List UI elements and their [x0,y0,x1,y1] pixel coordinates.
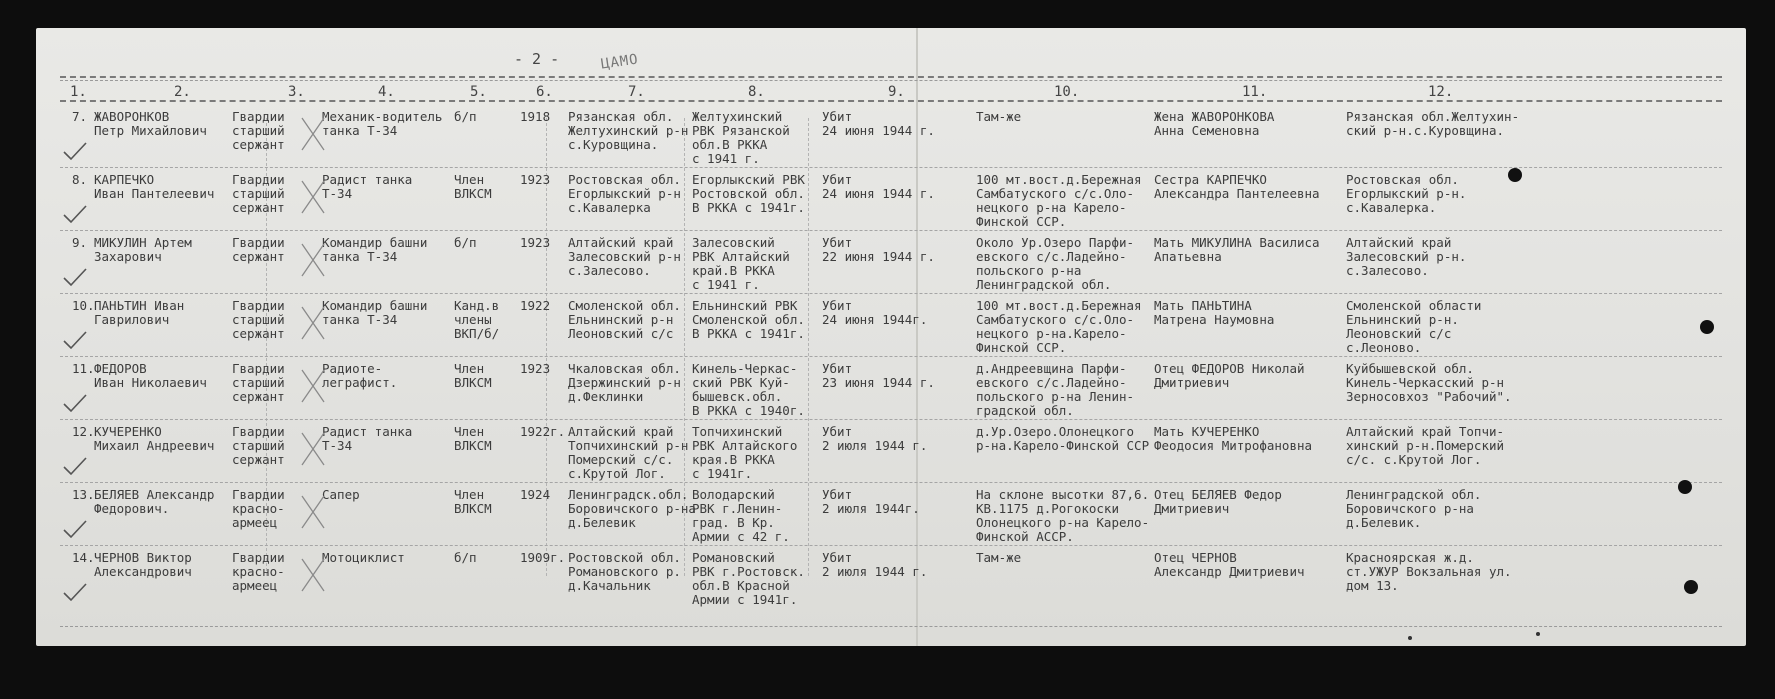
cell-row-number: 10. [72,298,95,313]
cell-date-of-death: Убит 23 июня 1944 г. [822,361,935,390]
cell-party-membership: б/п [454,550,477,565]
pencil-scribble-icon [298,429,328,469]
cell-kin-address: Ленинградской обл. Боровичского р-на д.Белевик. [1346,487,1482,530]
cell-burial-place: Там-же [976,109,1022,124]
footer-rule [60,626,1722,627]
cell-date-of-death: Убит 22 июня 1944 г. [822,235,935,264]
page-number: - 2 - [514,50,560,68]
column-number-10: 10. [1054,84,1080,100]
cell-kin-address: Куйбышевской обл. Кинель-Черкасский р-н Зерносовхоз "Рабочий". [1346,361,1512,404]
row-separator [60,482,1722,483]
table-row [36,482,1746,545]
cell-rank: Гвардии старший сержант [232,298,285,341]
cell-full-name: МИКУЛИН Артем Захарович [94,235,192,264]
cell-rank: Гвардии красно- армеец [232,550,285,593]
cell-position: Командир башни танка Т-34 [322,235,428,264]
paper-speck [1408,636,1412,640]
cell-next-of-kin: Сестра КАРПЕЧКО Александра Пантелеевна [1154,172,1320,201]
cell-draft-office: Романовский РВК г.Ростовск. обл.В Красной Армии с 1941г. [692,550,805,607]
cell-burial-place: 100 мт.вост.д.Бережная Самбатуского с/с.Оло- нецкого р-на.Карело- Финской ССР. [976,298,1142,355]
cell-kin-address: Красноярская ж.д. ст.УЖУР Вокзальная ул. дом 13. [1346,550,1512,593]
cell-next-of-kin: Мать МИКУЛИНА Василиса Апатьевна [1154,235,1320,264]
cell-next-of-kin: Мать КУЧЕРЕНКО Феодосия Митрофановна [1154,424,1313,453]
cell-birthplace: Смоленской обл. Ельнинский р-н Леоновский с/с [568,298,681,341]
cell-row-number: 7. [72,109,88,124]
pencil-scribble-icon [298,492,328,532]
cell-rank: Гвардии старший сержант [232,424,285,467]
cell-next-of-kin: Отец БЕЛЯЕВ Федор Дмитриевич [1154,487,1282,516]
column-number-4: 4. [378,84,395,100]
check-mark-icon [62,140,88,162]
cell-burial-place: д.Андреевщина Парфи- евского с/с.Ладейно- польского р-на Ленин- градской обл. [976,361,1135,418]
cell-row-number: 14. [72,550,95,565]
cell-birthplace: Алтайский край Топчихинский р-н Померский с/с. с.Крутой Лог. [568,424,689,481]
column-number-1: 1. [70,84,87,100]
cell-birth-year: 1924 [520,487,551,502]
pencil-scribble-icon [298,303,328,343]
cell-draft-office: Кинель-Черкас- ский РВК Куй- бышевск.обл. В РККА с 1940г. [692,361,805,418]
cell-position: Радист танка Т-34 [322,424,413,453]
check-mark-icon [62,581,88,603]
cell-position: Радиоте- леграфист. [322,361,398,390]
cell-row-number: 12. [72,424,95,439]
pencil-scribble-icon [298,177,328,217]
cell-birth-year: 1923 [520,361,551,376]
cell-rank: Гвардии старший сержант [232,361,285,404]
cell-draft-office: Желтухинский РВК Рязанской обл.В РККА с 1941 г. [692,109,790,166]
table-row [36,104,1746,167]
cell-full-name: БЕЛЯЕВ Александр Федорович. [94,487,215,516]
cell-next-of-kin: Жена ЖАВОРОНКОВА Анна Семеновна [1154,109,1275,138]
column-number-11: 11. [1242,84,1268,100]
pencil-scribble-icon [298,114,328,154]
column-number-8: 8. [748,84,765,100]
row-separator [60,545,1722,546]
cell-party-membership: Канд.в члены ВКП/б/ [454,298,500,341]
cell-rank: Гвардии красно- армеец [232,487,285,530]
check-mark-icon [62,329,88,351]
table-row [36,356,1746,419]
table-row [36,230,1746,293]
cell-rank: Гвардии сержант [232,235,285,264]
document-sheet [36,28,1746,646]
cell-birth-year: 1922 [520,298,551,313]
cell-birthplace: Алтайский край Залесовский р-н с.Залесово. [568,235,681,278]
cell-kin-address: Алтайский край Залесовский р-н. с.Залесово. [1346,235,1467,278]
cell-birth-year: 1923 [520,235,551,250]
header-rule-bottom [60,100,1722,102]
cell-next-of-kin: Отец ФЕДОРОВ Николай Дмитриевич [1154,361,1305,390]
column-number-6: 6. [536,84,553,100]
table-row [36,545,1746,608]
column-number-9: 9. [888,84,905,100]
cell-birthplace: Ростовская обл. Егорлыкский р-н с.Кавалерка [568,172,681,215]
cell-burial-place: Там-же [976,550,1022,565]
cell-burial-place: 100 мт.вост.д.Бережная Самбатуского с/с.Оло- нецкого р-на Карело- Финской ССР. [976,172,1142,229]
cell-party-membership: б/п [454,109,477,124]
cell-position: Командир башни танка Т-34 [322,298,428,327]
paper-speck [1536,632,1540,636]
cell-birthplace: Рязанская обл. Желтухинский р-н с.Куровщина. [568,109,689,152]
cell-date-of-death: Убит 24 июня 1944г. [822,298,928,327]
cell-burial-place: На склоне высотки 87,6. КВ.1175 д.Рогокоски Олонецкого р-на Карело- Финской АССР. [976,487,1150,544]
cell-kin-address: Рязанская обл.Желтухин- ский р-н.с.Куровщина. [1346,109,1520,138]
cell-rank: Гвардии старший сержант [232,109,285,152]
cell-full-name: КАРПЕЧКО Иван Пантелеевич [94,172,215,201]
cell-date-of-death: Убит 2 июля 1944 г. [822,424,928,453]
column-number-3: 3. [288,84,305,100]
punch-hole [1508,168,1522,182]
column-number-5: 5. [470,84,487,100]
row-separator [60,356,1722,357]
cell-kin-address: Смоленской области Ельнинский р-н. Леоновский с/с с.Леоново. [1346,298,1482,355]
cell-birth-year: 1918 [520,109,551,124]
cell-next-of-kin: Мать ПАНЬТИНА Матрена Наумовна [1154,298,1275,327]
cell-draft-office: Ельнинский РВК Смоленской обл. В РККА с 1941г. [692,298,805,341]
cell-draft-office: Топчихинский РВК Алтайского края.В РККА с 1941г. [692,424,798,481]
table-row [36,293,1746,356]
cell-draft-office: Егорлыкский РВК Ростовской обл. В РККА с 1941г. [692,172,805,215]
punch-hole [1700,320,1714,334]
pencil-scribble-icon [298,240,328,280]
row-separator [60,230,1722,231]
cell-kin-address: Алтайский край Топчи- хинский р-н.Померский с/с. с.Крутой Лог. [1346,424,1505,467]
cell-date-of-death: Убит 24 июня 1944 г. [822,109,935,138]
column-number-2: 2. [174,84,191,100]
table-row [36,167,1746,230]
check-mark-icon [62,392,88,414]
column-number-12: 12. [1428,84,1454,100]
cell-date-of-death: Убит 2 июля 1944г. [822,487,920,516]
check-mark-icon [62,203,88,225]
cell-row-number: 8. [72,172,88,187]
cell-birthplace: Чкаловская обл. Дзержинский р-н д.Феклинки [568,361,681,404]
row-separator [60,293,1722,294]
check-mark-icon [62,266,88,288]
cell-burial-place: д.Ур.Озеро.Олонецкого р-на.Карело-Финской ССР [976,424,1150,453]
cell-birthplace: Ленинградск.обл. Боровичского р-на д.Белевик [568,487,696,530]
check-mark-icon [62,455,88,477]
cell-position: Радист танка Т-34 [322,172,413,201]
cell-party-membership: Член ВЛКСМ [454,424,492,453]
cell-party-membership: Член ВЛКСМ [454,361,492,390]
cell-birth-year: 1922г. [520,424,566,439]
archive-stamp: ЦАМО [600,51,640,73]
cell-burial-place: Около Ур.Озеро Парфи- евского с/с.Ладейно- польского р-на Ленинградской обл. [976,235,1135,292]
cell-full-name: ПАНЬТИН Иван Гаврилович [94,298,185,327]
cell-position: Механик-водитель танка Т-34 [322,109,443,138]
cell-full-name: ЧЕРНОВ Виктор Александрович [94,550,192,579]
cell-full-name: ФЕДОРОВ Иван Николаевич [94,361,207,390]
cell-position: Мотоциклист [322,550,405,565]
row-separator [60,419,1722,420]
cell-row-number: 13. [72,487,95,502]
pencil-scribble-icon [298,555,328,595]
cell-party-membership: Член ВЛКСМ [454,487,492,516]
pencil-scribble-icon [298,366,328,406]
cell-party-membership: Член ВЛКСМ [454,172,492,201]
cell-birth-year: 1909г. [520,550,566,565]
column-number-7: 7. [628,84,645,100]
punch-hole [1678,480,1692,494]
cell-birthplace: Ростовской обл. Романовского р. д.Качальник [568,550,681,593]
cell-full-name: КУЧЕРЕНКО Михаил Андреевич [94,424,215,453]
cell-row-number: 11. [72,361,95,376]
cell-rank: Гвардии старший сержант [232,172,285,215]
table-row [36,419,1746,482]
check-mark-icon [62,518,88,540]
cell-position: Сапер [322,487,360,502]
cell-birth-year: 1923 [520,172,551,187]
cell-kin-address: Ростовская обл. Егорлыкский р-н. с.Кавалерка. [1346,172,1467,215]
row-separator [60,167,1722,168]
cell-full-name: ЖАВОРОНКОВ Петр Михайлович [94,109,207,138]
cell-next-of-kin: Отец ЧЕРНОВ Александр Дмитриевич [1154,550,1305,579]
cell-draft-office: Володарский РВК г.Ленин- град. В Кр. Армии с 42 г. [692,487,790,544]
punch-hole [1684,580,1698,594]
cell-date-of-death: Убит 2 июля 1944 г. [822,550,928,579]
cell-date-of-death: Убит 24 июня 1944 г. [822,172,935,201]
header-rule-top-2 [60,80,1722,81]
cell-draft-office: Залесовский РВК Алтайский край.В РККА с 1941 г. [692,235,790,292]
header-rule-top [60,76,1722,78]
cell-party-membership: б/п [454,235,477,250]
cell-row-number: 9. [72,235,88,250]
